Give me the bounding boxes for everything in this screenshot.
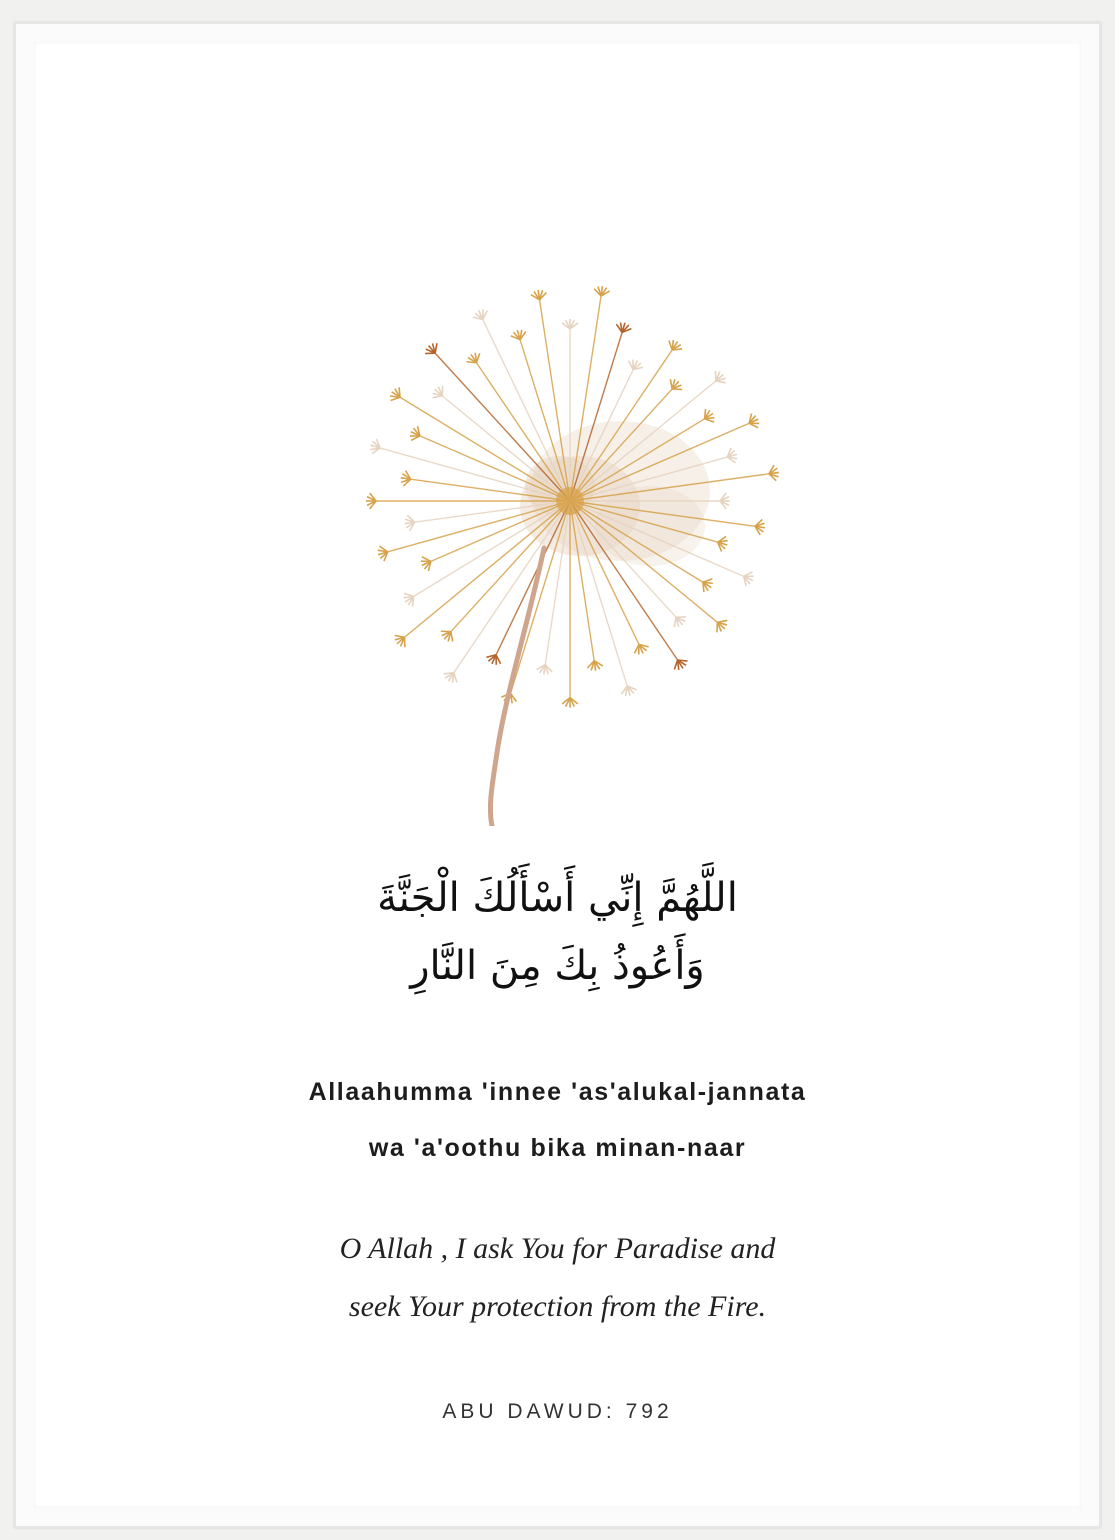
arabic-line-2: وَأَعُوذُ بِكَ مِنَ النَّارِ: [410, 943, 705, 989]
dandelion-watercolor-icon: [330, 286, 800, 826]
translation-line-1: O Allah , I ask You for Paradise and: [339, 1232, 776, 1265]
poster-frame: [14, 22, 1101, 1528]
arabic-line-1: اللَّهُمَّ إِنِّي أَسْأَلُكَ الْجَنَّةَ: [377, 875, 738, 921]
transliteration-line-1: Allaahumma 'innee 'as'alukal-jannata: [308, 1078, 807, 1106]
transliteration-line-2: wa 'a'oothu bika minan-naar: [368, 1134, 747, 1162]
poster-paper: [34, 42, 1081, 1508]
translation-line-2: seek Your protection from the Fire.: [348, 1290, 767, 1323]
hadith-source: ABU DAWUD: 792: [442, 1400, 673, 1423]
